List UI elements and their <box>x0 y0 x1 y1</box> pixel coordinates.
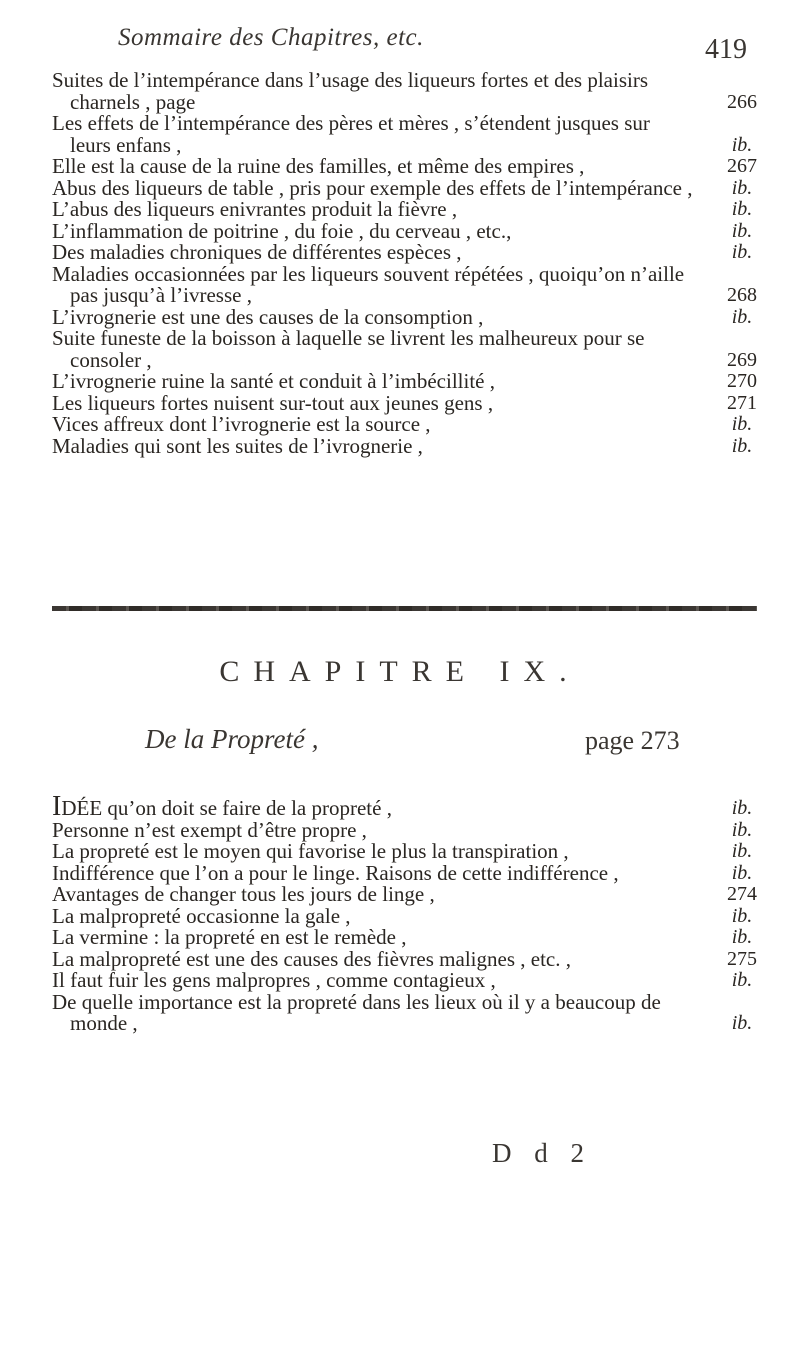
chapter-heading: CHAPITRE IX. <box>219 655 581 688</box>
entry-text: La malpropreté occasionne la gale , <box>52 903 351 928</box>
entry-text: L’abus des liqueurs enivrantes produit la fièvre , <box>52 197 458 221</box>
summary-entry <box>52 791 772 822</box>
entry-page-ref: 267 <box>727 155 757 177</box>
entry-text: La propreté est le moyen qui favorise le plus la transpiration , <box>52 839 569 863</box>
summary-entry <box>52 199 772 221</box>
summary-entry <box>52 390 772 415</box>
entry-page-ref: ib. <box>731 305 753 328</box>
entry-text: Maladies occasionnées par les liqueurs souvent répétées , quoiqu’on n’aille pas jusqu’à l’ivresse , <box>52 261 685 307</box>
entry-page-ref: 271 <box>727 391 757 414</box>
summary-entry <box>52 989 772 1035</box>
entry-text: Les effets de l’intempérance des pères et mères , s’étendent jusques sur leurs enfans , <box>52 111 650 157</box>
entry-page-ref: ib. <box>731 926 753 948</box>
summary-entry <box>52 328 772 371</box>
entry-text: L’ivrognerie est une des causes de la consomption , <box>52 304 484 329</box>
entry-text: Suite funeste de la boisson à laquelle se livrent les malheureux pour se consoler , <box>52 326 645 372</box>
entry-page-ref: 275 <box>727 947 757 970</box>
entry-page-ref: ib. <box>731 219 753 242</box>
summary-entry <box>52 371 772 393</box>
entry-text: L’inflammation de poitrine , du foie , du cerveau , etc., <box>52 218 512 243</box>
entry-text: Il faut fuir les gens malpropres , comme contagieux , <box>52 968 496 992</box>
entry-text: Vices affreux dont l’ivrognerie est la source , <box>52 412 431 436</box>
summary-entry <box>52 927 772 949</box>
running-header: Sommaire des Chapitres, etc. <box>118 24 424 51</box>
summary-entry <box>52 113 772 156</box>
entry-page-ref: ib. <box>731 969 753 991</box>
entry-text: Maladies qui sont les suites de l’ivrognerie , <box>52 433 423 458</box>
entry-text: L’ivrognerie ruine la santé et conduit à l’imbécillité , <box>52 369 495 393</box>
summary-entry <box>52 242 772 264</box>
summary-entry <box>52 970 772 992</box>
chapter-title: De la Propreté , <box>145 724 319 754</box>
entry-page-ref: ib. <box>731 840 753 862</box>
summary-entry <box>52 817 772 842</box>
entry-text: Les liqueurs fortes nuisent sur-tout aux jeunes gens , <box>52 390 494 415</box>
page-number: 419 <box>705 34 747 65</box>
summary-entry <box>52 70 772 113</box>
summary-entry <box>52 860 772 885</box>
summary-entry <box>52 841 772 863</box>
summary-entry <box>52 218 772 243</box>
entry-page-ref: ib. <box>731 797 753 819</box>
summary-list-chapter-9 <box>52 791 772 1035</box>
entry-text: Personne n’est exempt d’être propre , <box>52 817 367 842</box>
summary-entry <box>52 433 772 458</box>
entry-page-ref: ib. <box>731 1012 753 1034</box>
summary-entry <box>52 261 772 307</box>
entry-page-ref: 268 <box>727 284 757 306</box>
summary-entry <box>52 414 772 436</box>
entry-page-ref: ib. <box>731 818 753 841</box>
entry-page-ref: 270 <box>727 370 757 392</box>
entry-text-rest: qu’on doit se faire de la propreté , <box>102 796 392 820</box>
entry-page-ref: ib. <box>731 861 753 884</box>
entry-page-ref: ib. <box>731 413 753 435</box>
entry-page-ref: ib. <box>731 176 753 199</box>
entry-page-ref: 269 <box>727 348 757 371</box>
entry-text: La vermine : la propreté en est le remède , <box>52 925 407 949</box>
summary-entry <box>52 903 772 928</box>
summary-entry <box>52 175 772 200</box>
entry-text: Elle est la cause de la ruine des familles, et même des empires , <box>52 154 585 178</box>
entry-page-ref: ib. <box>731 434 753 457</box>
entry-text: Avantages de changer tous les jours de linge , <box>52 882 435 906</box>
chapter-page-ref: page 273 <box>585 726 680 755</box>
entry-text: Suites de l’intempérance dans l’usage des liqueurs fortes et des plaisirs charnels , page <box>52 68 648 114</box>
entry-page-ref: ib. <box>731 133 753 156</box>
summary-entry <box>52 304 772 329</box>
small-caps-word: DÉE <box>61 796 103 820</box>
entry-page-ref: 266 <box>727 90 757 113</box>
entry-text <box>52 791 694 822</box>
entry-page-ref: ib. <box>731 904 753 927</box>
drop-cap: I <box>52 791 62 822</box>
entry-text: La malpropreté est une des causes des fièvres malignes , etc. , <box>52 946 571 971</box>
entry-text: Abus des liqueurs de table , pris pour exemple des effets de l’intempérance , <box>52 175 693 200</box>
summary-entry <box>52 884 772 906</box>
entry-text: Des maladies chroniques de différentes espèces , <box>52 240 462 264</box>
summary-list-chapter-8 <box>52 70 772 457</box>
entry-page-ref: 274 <box>727 883 757 905</box>
summary-entry <box>52 156 772 178</box>
entry-page-ref: ib. <box>731 198 753 220</box>
entry-text: Indifférence que l’on a pour le linge. Raisons de cette indifférence , <box>52 860 619 885</box>
printer-signature-mark: D d 2 <box>492 1138 592 1168</box>
summary-entry <box>52 946 772 971</box>
entry-text: De quelle importance est la propreté dans les lieux où il y a beaucoup de monde , <box>52 989 661 1035</box>
entry-page-ref: ib. <box>731 241 753 263</box>
section-divider-rule <box>52 606 757 611</box>
